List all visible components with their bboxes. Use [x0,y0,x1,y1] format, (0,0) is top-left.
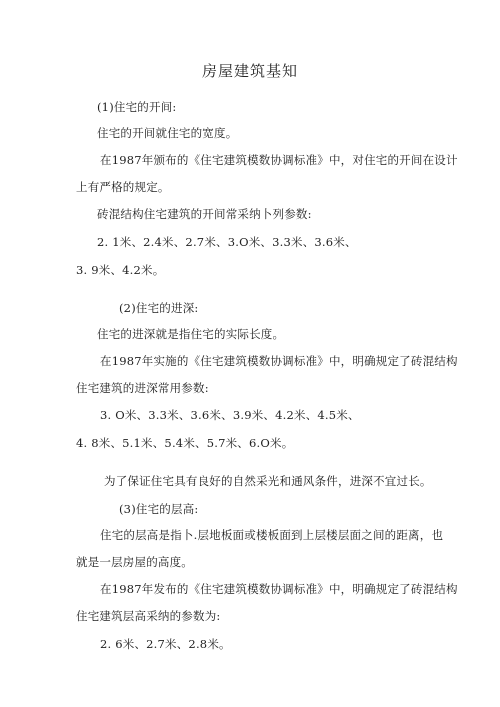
paragraph-line: 住宅建筑的进深常用参数: [76,381,209,395]
document-title: 房屋建筑基知 [201,62,298,80]
paragraph-line: 为了保证住宅具有良好的自然采光和通风条件，进深不宜过长。 [104,474,432,488]
paragraph-line: 砖混结构住宅建筑的开间常采纳卜列参数: [97,207,312,221]
paragraph-line: 3. O米、3.3米、3.6米、3.9米、4.2米、4.5米、 [100,408,360,422]
paragraph-line: 住宅的开间就住宅的宽度。 [97,126,238,140]
paragraph-line: 住宅的层高是指卜.层地板面或楼板面到上层楼层面之间的距离，也 [100,528,444,542]
section-1-heading: (1)住宅的开间: [97,100,177,114]
paragraph-line: 在1987年颁布的《住宅建筑模数协调标准》中，对住宅的开间在设计 [100,153,458,167]
paragraph-line: 3. 9米、4.2米。 [76,263,165,277]
paragraph-line: 就是一层房屋的高度。 [76,555,193,569]
paragraph-line: 4. 8米、5.1米、5.4米、5.7米、6.O米。 [76,436,294,450]
paragraph-line: 2. 6米、2.7米、2.8米。 [100,637,231,651]
paragraph-line: 住宅的进深就是指住宅的实际长度。 [97,327,285,341]
paragraph-line: 2. 1米、2.4米、2.7米、3.O米、3.3米、3.6米、 [97,235,357,249]
paragraph-line: 在1987年发布的《住宅建筑模数协调标准》中，明确规定了砖混结构 [100,582,458,596]
paragraph-line: 在1987年实施的《住宅建筑模数协调标准》中，明确规定了砖混结构 [100,354,458,368]
paragraph-line: 住宅建筑层高采纳的参数为: [76,609,221,623]
section-2-heading: (2)住宅的进深: [119,301,199,315]
section-3-heading: (3)住宅的层高: [119,502,199,516]
paragraph-line: 上有严格的规定。 [76,180,170,194]
